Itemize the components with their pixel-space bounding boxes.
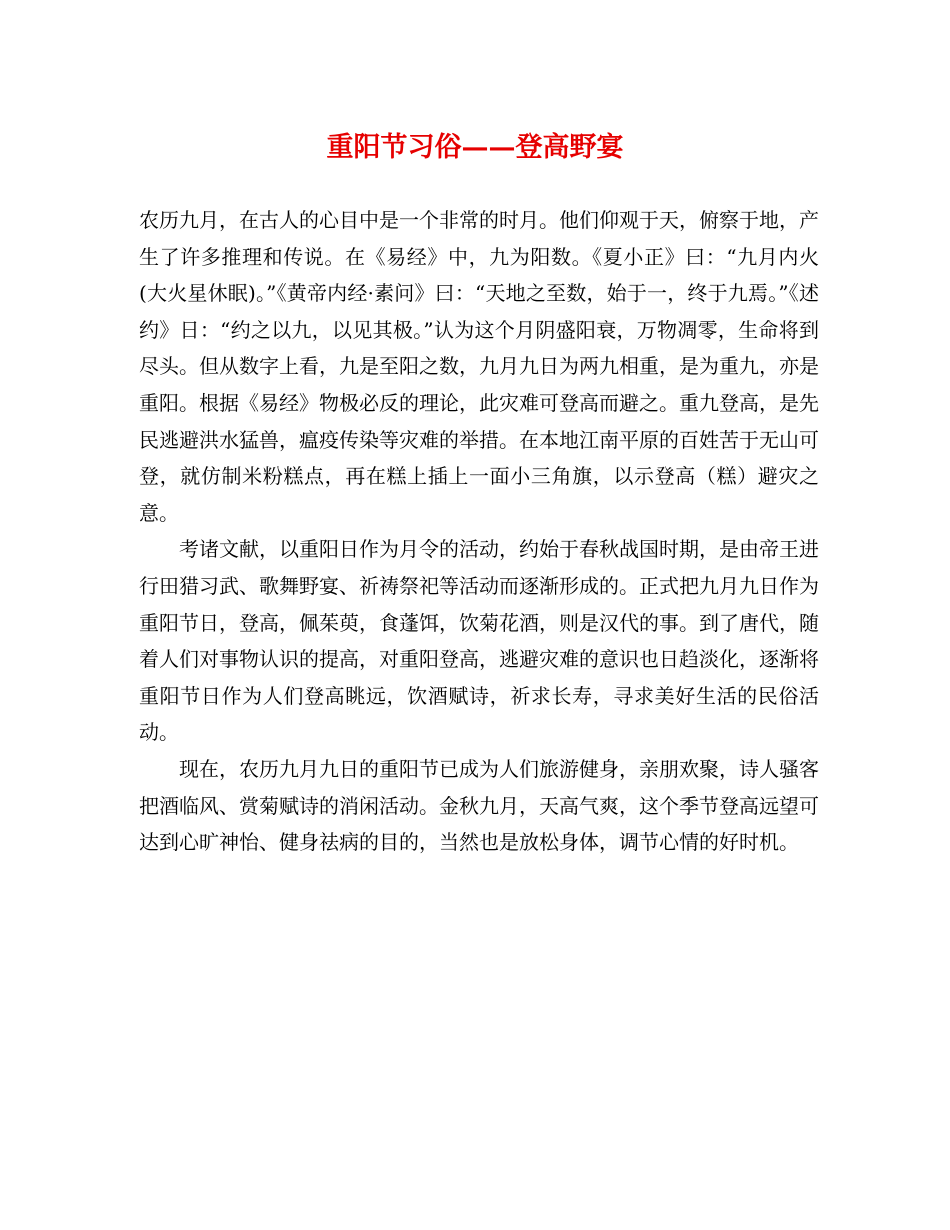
document-title: 重阳节习俗——登高野宴 (326, 132, 624, 163)
paragraph-3: 现在，农历九月九日的重阳节已成为人们旅游健身，亲朋欢聚，诗人骚客把酒临风、赏菊赋诗的消闲活动。金秋九月，天高气爽，这个季节登高远望可达到心旷神怡、健身祛病的目的，当然也是放松身体，调节心情的好时机。 (139, 756, 819, 855)
document-body (139, 202, 819, 861)
paragraph-1: 农历九月，在古人的心目中是一个非常的时月。他们仰观于天，俯察于地，产生了许多推理和传说。在《易经》中，九为阳数。《夏小正》曰：“九月内火(大火星休眠)。”《黄帝内经·素问》曰：“天地之至数，始于一，终于九焉。”《述约》日：“约之以九，以见其极。”认为这个月阴盛阳衰，万物凋零，生命将到尽头。但从数字上看，九是至阳之数，九月九日为两九相重，是为重九，亦是重阳。根据《易经》物极必反的理论，此灾难可登高而避之。重九登高，是先民逃避洪水猛兽，瘟疫传染等灾难的举措。在本地江南平原的百姓苦于无山可登，就仿制米粉糕点，再在糕上插上一面小三角旗，以示登高（糕）避灾之意。 (139, 208, 819, 525)
paragraph-2: 考诸文献，以重阳日作为月令的活动，约始于春秋战国时期，是由帝王进行田猎习武、歌舞野宴、祈祷祭祀等活动而逐渐形成的。正式把九月九日作为重阳节日，登高，佩茱萸，食蓬饵，饮菊花酒，则是汉代的事。到了唐代，随着人们对事物认识的提高，对重阳登高，逃避灾难的意识也日趋淡化，逐渐将重阳节日作为人们登高眺远，饮酒赋诗，祈求长寿，寻求美好生活的民俗活动。 (139, 537, 819, 745)
